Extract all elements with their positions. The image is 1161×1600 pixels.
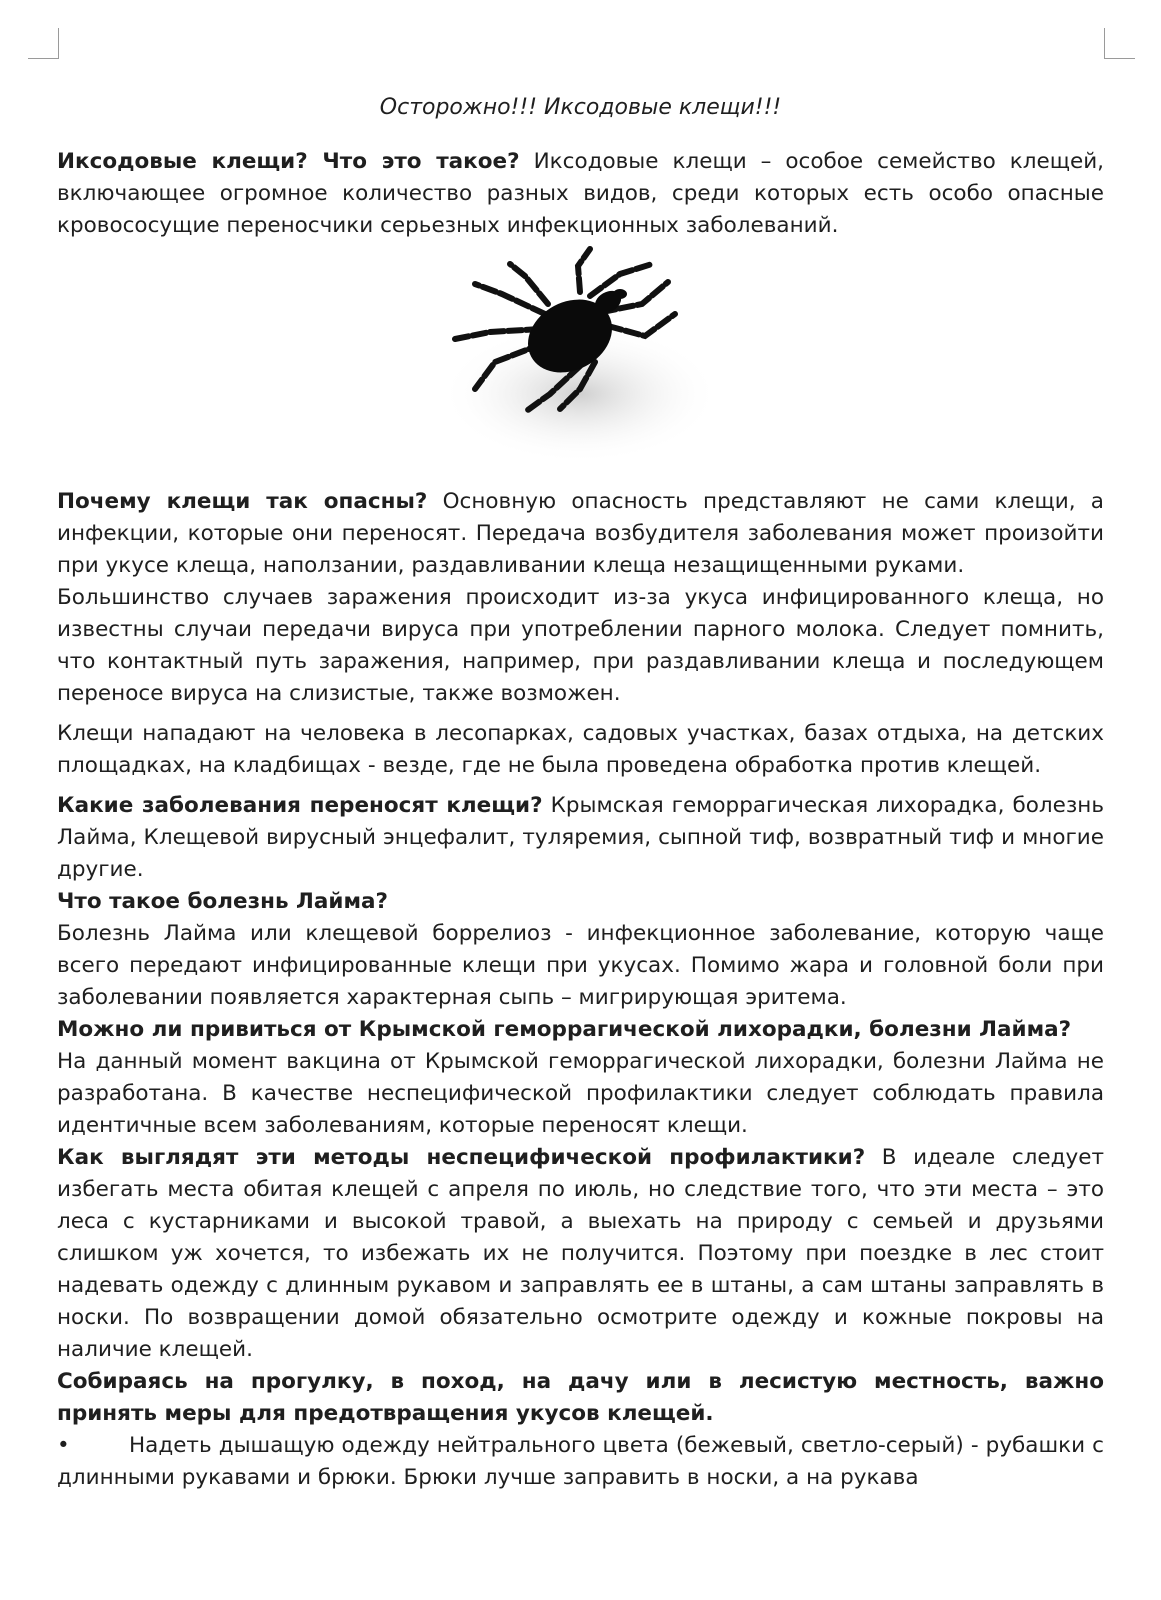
page-corner-mark-right <box>1104 28 1135 59</box>
infection-paragraph: Большинство случаев заражения происходит из-за укуса инфицированного клеща, но известны случаи передачи вируса при употреблении парного молока. Следует помнить, что контактный путь заражения, например, при раздавливании клеща и последующем переносе вируса на слизистые, также возможен. <box>57 585 1104 706</box>
intro-text: Иксодовые клещи – особое семейство клещей, включающее огромное количество разных видов, среди которых есть особо опасные кровососущие переносчики серьезных инфекционных заболеваний. <box>57 149 1104 238</box>
walk-heading: Собираясь на прогулку, в поход, на дачу или в лесистую местность, важно принять меры для предотвращения укусов клещей. <box>57 1369 1104 1426</box>
methods-text: В идеале следует избегать места обитая клещей с апреля по июль, но следствие того, что эти места – это леса с кустарниками и высокой травой, а выехать на природу с семьей и друзьями слишком уж хочется, то избежать их не получится. Поэтому при поездке в лес стоит надевать одежду с длинным рукавом и заправлять ее в штаны, а сам штаны заправлять в носки. По возвращении домой обязательно осмотрите одежду и кожные покровы на наличие клещей. <box>57 1145 1104 1362</box>
danger-paragraph <box>57 486 1104 582</box>
diseases-text: Крымская геморрагическая лихорадка, болезнь Лайма, Клещевой вирусный энцефалит, туляремия, сыпной тиф, возвратный тиф и многие другие. <box>57 793 1104 882</box>
vaccine-paragraph: На данный момент вакцина от Крымской геморрагической лихорадки, болезни Лайма не разработана. В качестве неспецифической профилактики следует соблюдать правила идентичные всем заболеваниям, которые переносят клещи. <box>57 1049 1104 1138</box>
document-body <box>57 92 1104 1494</box>
diseases-question: Какие заболевания переносят клещи? <box>57 793 543 818</box>
bullet-marker: • <box>57 1433 70 1458</box>
bullet-item-1-text: Надеть дышащую одежду нейтрального цвета (бежевый, светло-серый) - рубашки с длинными рукавами и брюки. Брюки лучше заправить в носки, а на рукава <box>57 1433 1104 1490</box>
lyme-question: Что такое болезнь Лайма? <box>57 889 389 914</box>
danger-text: Основную опасность представляют не сами клещи, а инфекции, которые они переносят. Передача возбудителя заболевания может произойти при укусе клеща, наползании, раздавливании клеща незащищенными руками. <box>57 489 1104 578</box>
methods-question: Как выглядят эти методы неспецифической профилактики? <box>57 1145 866 1170</box>
page-title: Осторожно!!! Иксодовые клещи!!! <box>379 95 782 120</box>
bullet-item-1 <box>57 1430 1104 1494</box>
page-corner-mark-left <box>28 28 59 59</box>
lyme-paragraph: Болезнь Лайма или клещевой боррелиоз - инфекционное заболевание, которую чаще всего передают инфицированные клещи при укусах. Помимо жара и головной боли при заболевании появляется характерная сыпь – мигрирующая эритема. <box>57 921 1104 1010</box>
places-paragraph: Клещи нападают на человека в лесопарках, садовых участках, базах отдыха, на детских площадках, на кладбищах - везде, где не была проведена обработка против клещей. <box>57 721 1104 778</box>
diseases-paragraph <box>57 790 1104 886</box>
tick-illustration <box>57 242 1104 486</box>
vaccine-question: Можно ли привиться от Крымской геморрагической лихорадки, болезни Лайма? <box>57 1017 1072 1042</box>
tick-icon <box>430 244 730 484</box>
intro-question: Иксодовые клещи? Что это такое? <box>57 149 520 174</box>
danger-question: Почему клещи так опасны? <box>57 489 428 514</box>
intro-paragraph <box>57 146 1104 242</box>
methods-paragraph <box>57 1142 1104 1366</box>
